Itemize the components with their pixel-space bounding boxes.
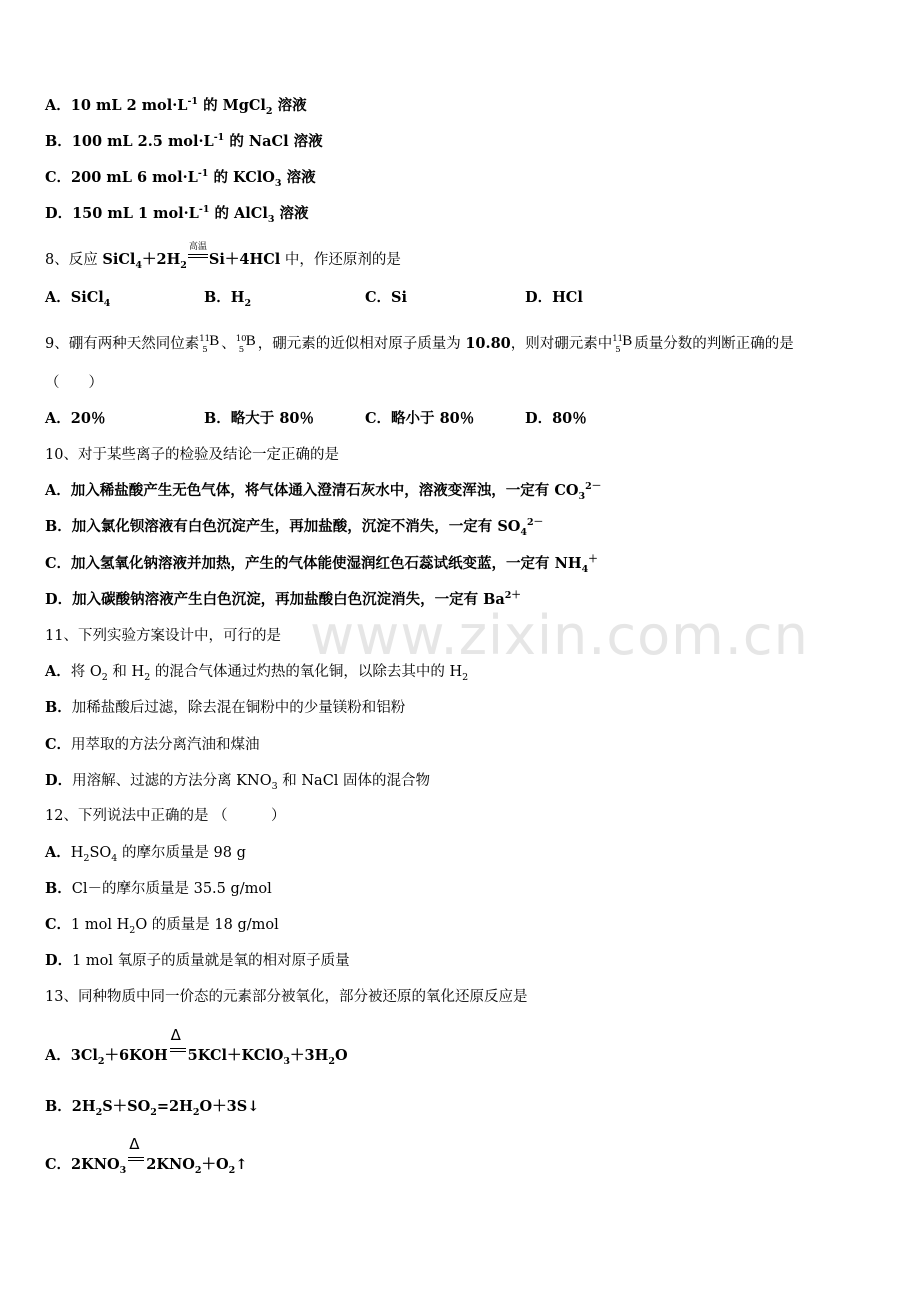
q9-stem: 9、硼有两种天然同位素 11 5 B 、 10 5 B ，硼元素的近似相对原子质量为 10.80，则对硼元素中 11 5 B 质量分数的判断正确的是 — [45, 333, 794, 355]
q7-option-a: A．10 mL 2 $mol\cdot L^{-1}$ 的 MgCl$_2$ 溶液 — [45, 96, 307, 117]
q8-option-b: B．$H_2$ — [204, 289, 252, 309]
q11-option-c: C．用萃取的方法分离汽油和煤油 — [45, 736, 260, 753]
q9-answer-blank: （ ） — [45, 375, 103, 391]
q9-option-d: D．80％ — [525, 410, 587, 427]
q12-option-d: D．1 mol 氧原子的质量就是氧的相对原子质量 — [45, 952, 350, 969]
q7-option-c: C．200 mL 6 $mol\cdot L^{-1}$ 的 KClO$_3$ 溶液 — [45, 168, 316, 189]
q13-option-c: C．$2KNO_3$ Δ $2KNO_2+O_2↑$ — [45, 1135, 248, 1176]
q12-stem: 12、下列说法中正确的是 （ ） — [45, 808, 286, 824]
q7-option-d: D．150 mL 1 $mol\cdot L^{-1}$ 的 AlCl$_3$ 溶液 — [45, 204, 309, 225]
q13-option-b: B．$2H_2S+SO_2=2H_2O+3S↓$ — [45, 1098, 260, 1118]
q9-option-c: C．略小于 80％ — [365, 410, 475, 427]
watermark: www.zixin.com.cn — [310, 604, 809, 667]
q8-stem: 8、反应 $SiCl_4+2H_2$ 高温 Si＋4HCl 中，作还原剂的是 — [45, 242, 401, 271]
q13-option-a: A．$3Cl_2+6KOH$ Δ $5KCl+KClO_3+3H_2O$ — [45, 1026, 348, 1067]
q12-option-a: A．$H_2SO_4$ 的摩尔质量是 98 g — [45, 844, 246, 864]
q10-stem: 10、对于某些离子的检验及结论一定正确的是 — [45, 447, 339, 463]
boron-11-isotope: 11 5 B — [612, 333, 633, 355]
q8-option-a: A．SiCl$_4$ — [45, 289, 111, 309]
q11-stem: 11、下列实验方案设计中，可行的是 — [45, 628, 281, 644]
q11-option-d: D．用溶解、过滤的方法分离 $KNO_3$ 和 NaCl 固体的混合物 — [45, 772, 431, 792]
q8-option-d: D．HCl — [525, 289, 583, 306]
q13-stem: 13、同种物质中同一价态的元素部分被氧化，部分被还原的氧化还原反应是 — [45, 989, 528, 1005]
high-temperature-condition: 高温 — [187, 246, 209, 266]
heating-condition: Δ — [168, 1042, 188, 1062]
q7-option-b: B．100 mL 2.5 $mol\cdot L^{-1}$ 的 NaCl 溶液 — [45, 132, 323, 150]
q9-option-b: B．略大于 80％ — [204, 410, 314, 427]
q11-option-a: A．将 $O_2$ 和 $H_2$ 的混合气体通过灼热的氧化铜，以除去其中的 $H_2$ — [45, 663, 469, 683]
q10-option-b: B．加入氯化钡溶液有白色沉淀产生，再加盐酸，沉淀不消失，一定有 $SO_4^{2-}$ — [45, 517, 544, 538]
q12-option-b: B．Cl－的摩尔质量是 35.5 g/mol — [45, 880, 272, 897]
q11-option-b: B．加稀盐酸后过滤，除去混在铜粉中的少量镁粉和铝粉 — [45, 699, 406, 716]
q10-option-a: A．加入稀盐酸产生无色气体，将气体通入澄清石灰水中，溶液变浑浊，一定有 $CO_3^{2-}$ — [45, 481, 602, 502]
q8-option-c: C．Si — [365, 289, 408, 306]
q12-option-c: C．1 mol $H_2O$ 的质量是 18 g/mol — [45, 916, 279, 936]
boron-10-isotope: 10 5 B — [235, 333, 256, 355]
heating-condition: Δ — [126, 1151, 146, 1171]
q9-option-a: A．20％ — [45, 410, 106, 427]
boron-11-isotope: 11 5 B — [199, 333, 220, 355]
q10-option-c: C．加入氢氧化钠溶液并加热，产生的气体能使湿润红色石蕊试纸变蓝，一定有 $NH_4^+$ — [45, 554, 598, 575]
q10-option-d: D．加入碳酸钠溶液产生白色沉淀，再加盐酸白色沉淀消失，一定有 $Ba^{2+}$ — [45, 590, 521, 608]
